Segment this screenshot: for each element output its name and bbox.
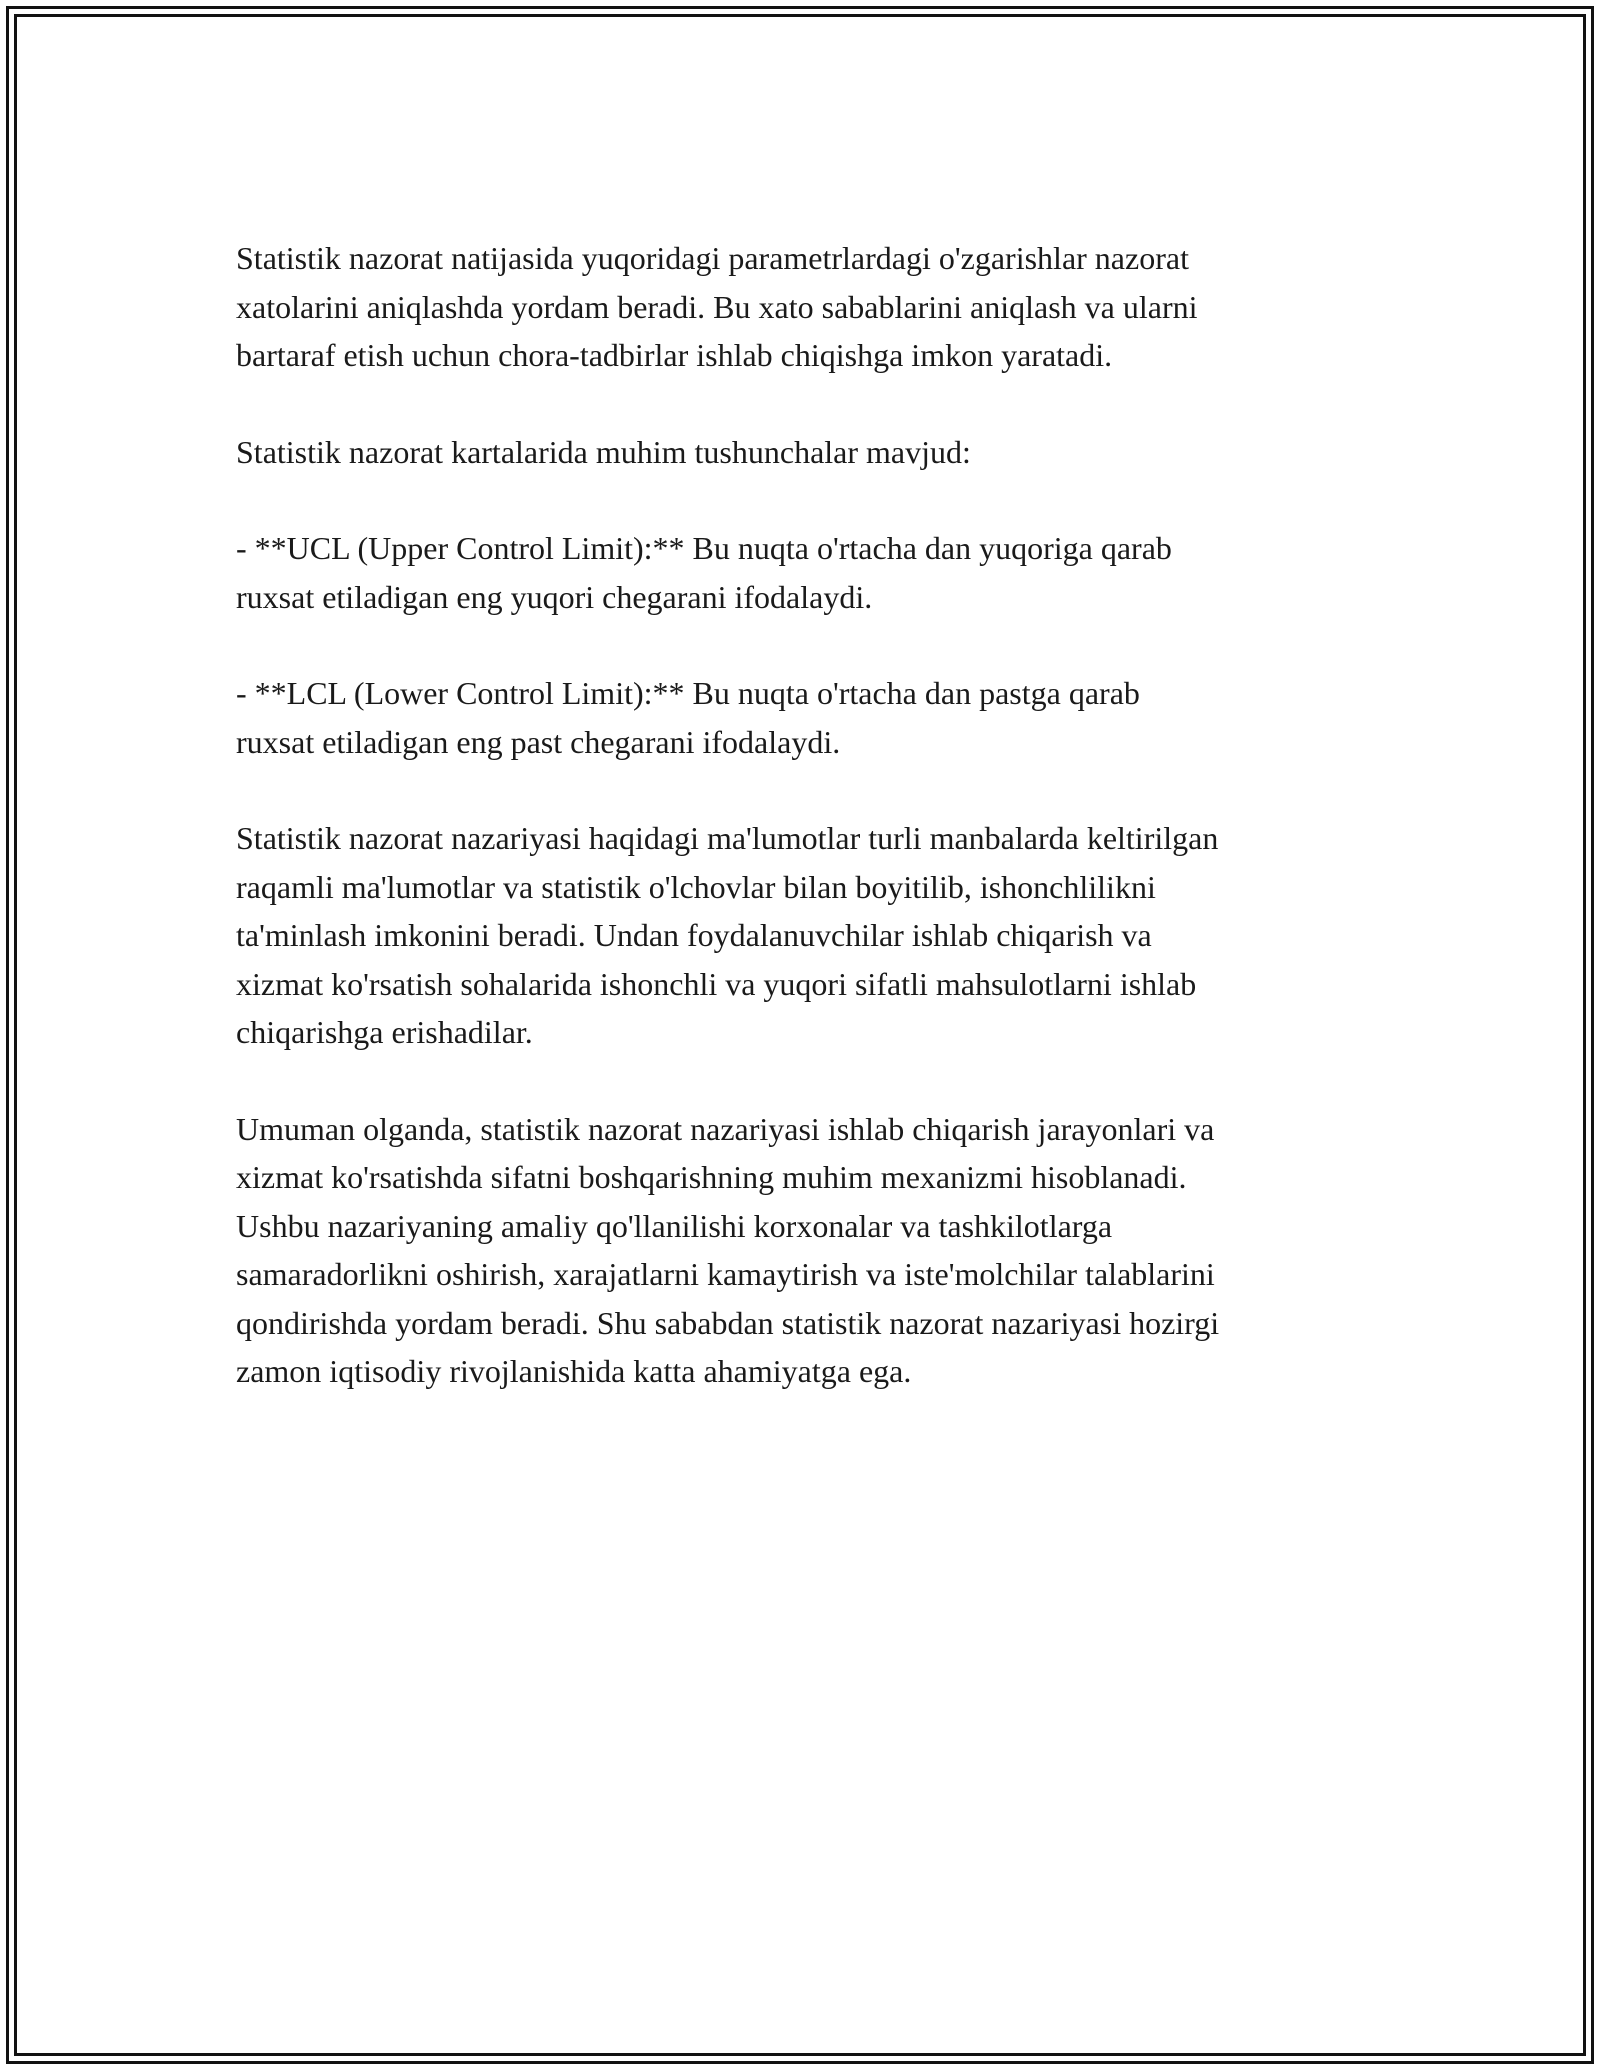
text-line: qondirishda yordam beradi. Shu sababdan statistik nazorat nazariyasi hozirgi	[236, 1304, 1220, 1341]
paragraph-lcl	[236, 669, 1376, 766]
text-line: xizmat ko'rsatishda sifatni boshqarishning muhim mexanizmi hisoblanadi.	[236, 1159, 1187, 1195]
text-line: - **LCL (Lower Control Limit):** Bu nuqta o'rtacha dan pastga qarab	[236, 675, 1140, 711]
text-line: xatolarini aniqlashda yordam beradi. Bu xato sabablarini aniqlash va ularni	[236, 288, 1198, 325]
text-line: ta'minlash imkonini beradi. Undan foydalanuvchilar ishlab chiqarish va	[236, 917, 1152, 953]
document-body	[236, 234, 1376, 1444]
text-line: samaradorlikni oshirish, xarajatlarni kamaytirish va iste'molchilar talablarini	[236, 1256, 1215, 1292]
text-line: chiqarishga erishadilar.	[236, 1014, 533, 1050]
text-line: zamon iqtisodiy rivojlanishida katta ahamiyatga ega.	[236, 1353, 912, 1389]
paragraph-conclusion	[236, 1105, 1376, 1396]
text-line: Umuman olganda, statistik nazorat nazariyasi ishlab chiqarish jarayonlari va	[236, 1110, 1215, 1147]
text-line: Statistik nazorat natijasida yuqoridagi parametrlardagi o'zgarishlar nazorat	[236, 240, 1189, 276]
text-line: ruxsat etiladigan eng past chegarani ifodalaydi.	[236, 723, 841, 760]
paragraph-ucl	[236, 524, 1376, 621]
text-line: Ushbu nazariyaning amaliy qo'llanilishi korxonalar va tashkilotlarga	[236, 1207, 1113, 1244]
paragraph-theory-info	[236, 814, 1376, 1057]
text-line: - **UCL (Upper Control Limit):** Bu nuqta o'rtacha dan yuqoriga qarab	[236, 530, 1172, 566]
paragraph-concepts-heading	[236, 428, 1376, 477]
text-line: Statistik nazorat kartalarida muhim tushunchalar mavjud:	[236, 433, 971, 470]
text-line: bartaraf etish uchun chora-tadbirlar ishlab chiqishga imkon yaratadi.	[236, 337, 1113, 373]
paragraph-intro	[236, 234, 1376, 380]
text-line: ruxsat etiladigan eng yuqori chegarani ifodalaydi.	[236, 578, 873, 615]
text-line: raqamli ma'lumotlar va statistik o'lchovlar bilan boyitilib, ishonchlilikni	[236, 868, 1156, 905]
text-line: Statistik nazorat nazariyasi haqidagi ma'lumotlar turli manbalarda keltirilgan	[236, 820, 1219, 856]
text-line: xizmat ko'rsatish sohalarida ishonchli va yuqori sifatli mahsulotlarni ishlab	[236, 965, 1197, 1002]
